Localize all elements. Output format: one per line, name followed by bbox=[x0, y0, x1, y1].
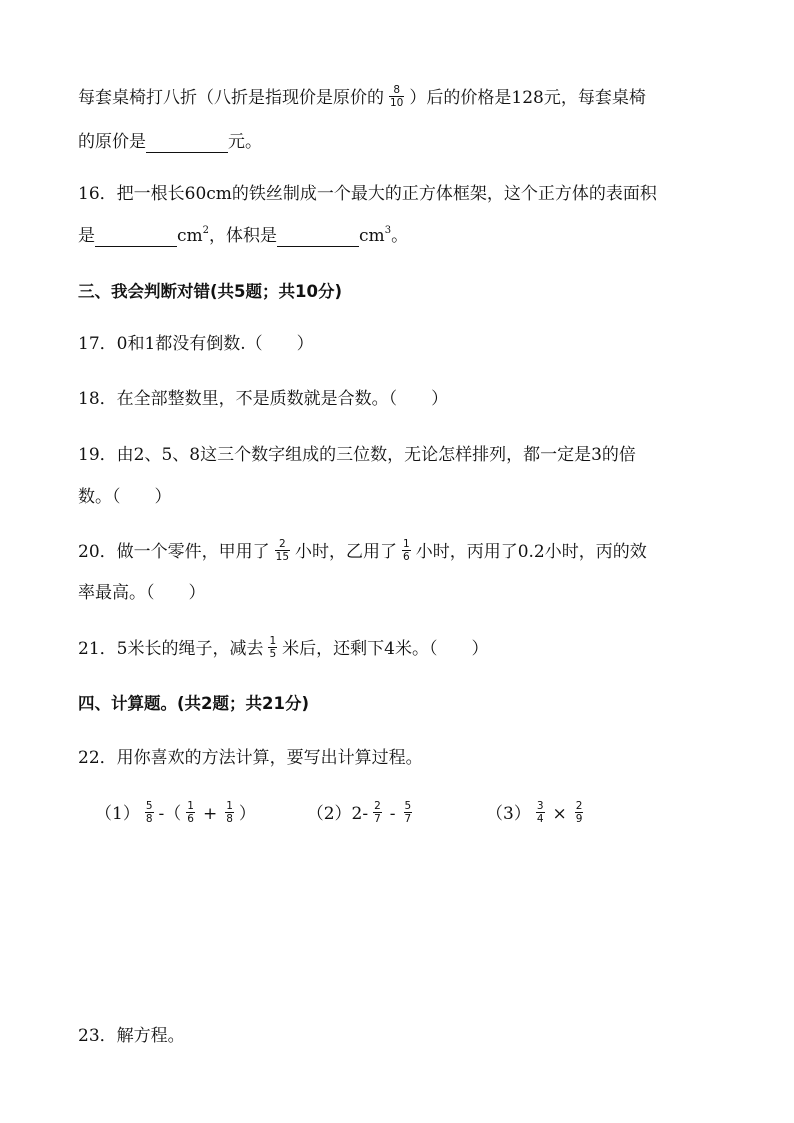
q15-answer-blank[interactable] bbox=[146, 134, 228, 153]
q16-line1: 16．把一根长60cm的铁丝制成一个最大的正方体框架，这个正方体的表面积 bbox=[78, 184, 657, 204]
q15-text-part1: 每套桌椅打八折（八折是指现价是原价的 bbox=[78, 88, 384, 108]
q16-area-blank[interactable] bbox=[95, 228, 177, 247]
section4-heading: 四、计算题。(共2题；共21分) bbox=[78, 694, 310, 713]
q19-line1: 19．由2、5、8这三个数字组成的三位数，无论怎样排列，都一定是3的倍 bbox=[78, 445, 636, 465]
q21-fraction: $\frac{1}{5}$ bbox=[269, 635, 277, 660]
q19-line2: 数。（ ） bbox=[78, 487, 172, 507]
q15-line2: 的原价是 元。 bbox=[78, 132, 262, 152]
section3-heading: 三、我会判断对错(共5题；共10分) bbox=[78, 282, 343, 301]
q15-text-part2: ）后的价格是128元，每套桌椅 bbox=[409, 88, 646, 108]
q20-line2: 率最高。（ ） bbox=[78, 583, 206, 603]
q21-line: 21．5米长的绳子，减去 $\frac{1}{5}$ 米后，还剩下4米。（ ） bbox=[78, 635, 489, 660]
q20-fraction-a: $\frac{2}{15}$ bbox=[275, 538, 290, 563]
q22-expr1: （1） $\frac{5}{8}$ -（ $\frac{1}{6}$ + $\frac{1}{8}$ ） bbox=[95, 800, 256, 825]
q16-volume-blank[interactable] bbox=[277, 228, 359, 247]
q18-line: 18．在全部整数里，不是质数就是合数。（ ） bbox=[78, 389, 449, 409]
q23-line: 23．解方程。 bbox=[78, 1026, 185, 1046]
q22-line: 22．用你喜欢的方法计算，要写出计算过程。 bbox=[78, 748, 423, 768]
q22-expr2: （2）2- $\frac{2}{7}$ - $\frac{5}{7}$ bbox=[306, 800, 412, 825]
q15-line1 bbox=[78, 86, 646, 111]
q15-fraction: $\frac{8}{10}$ bbox=[390, 84, 404, 109]
q22-expressions bbox=[95, 802, 588, 827]
q20-line1: 20．做一个零件，甲用了 $\frac{2}{15}$ 小时，乙用了 $\frac{1}{6}$ 小时，丙用了0.2小时，丙的效 bbox=[78, 538, 647, 563]
q22-expr3: （3） $\frac{3}{4}$ × $\frac{2}{9}$ bbox=[486, 800, 583, 825]
q20-fraction-b: $\frac{1}{6}$ bbox=[403, 538, 410, 563]
q16-line2: 是 $cm^2$，体积是 $cm^3$。 bbox=[78, 225, 409, 246]
q17-line: 17．0和1都没有倒数.（ ） bbox=[78, 334, 314, 354]
